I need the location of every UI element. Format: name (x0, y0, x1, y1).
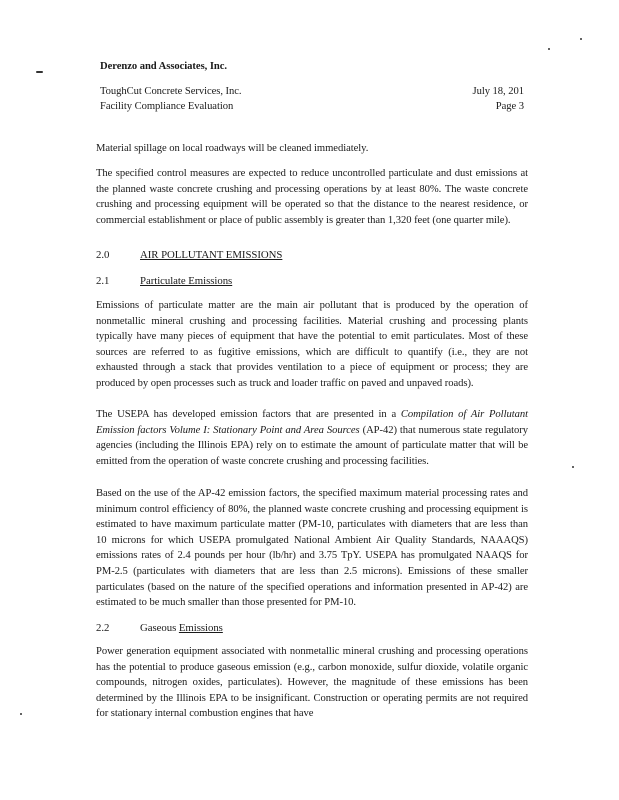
section-number: 2.0 (96, 249, 110, 261)
publication-title: Compilation of Air Pollutant Emission factors Volume I: Stationary Point and Area Sources (96, 409, 528, 436)
intro-paragraph-1: Material spillage on local roadways will be cleaned immediately. (96, 143, 369, 154)
scan-speck (572, 466, 574, 468)
page-number: Page 3 (495, 101, 524, 112)
header-right (473, 84, 525, 114)
section-title: AIR POLLUTANT EMISSIONS (140, 249, 283, 261)
gaseous-paragraph-1: Power generation equipment associated with nonmetallic mineral crushing and processing operations has the potential to produce gaseous emission (e.g., carbon monoxide, sulfur dioxide, volatile organic compounds, nitrogen oxides, particulates). However, the magnitude of these emissions has been determined by the Illinois EPA to be insignificant. Construction or operating permits are not required for stationary internal combustion engines that have (96, 646, 528, 720)
section-title (140, 621, 223, 637)
scan-speck (580, 38, 582, 40)
header-left (100, 84, 242, 114)
section-number: 2.1 (96, 275, 110, 287)
report-date: July 18, 201 (472, 86, 524, 97)
scan-speck (548, 48, 550, 50)
company-name: Derenzo and Associates, Inc. (100, 61, 227, 72)
text-run: (AP-42) that numerous state regulatory agencies (including the Illinois EPA) rely on to estimate the amount of particulate matter that will be emitted from the operation of waste concrete crushing and processing facilities. (96, 424, 529, 467)
section-title: Particulate Emissions (140, 275, 233, 287)
report-title: Facility Compliance Evaluation (100, 101, 234, 112)
scan-speck (36, 71, 43, 73)
particulate-paragraph-1: Emissions of particulate matter are the main air pollutant that is produced by the operation of nonmetallic mineral crushing and processing facilities. Material crushing and processing plants typically have many pieces of equipment that have the potential to emit particulates. Most of these sources are referred to as fugitive emissions, which are difficult to quantify (i.e., they are not exhausted through a stack that provides ventilation to a piece of equipment or process; they are produced by open processes such as truck and loader traffic on paved and unpaved roads). (96, 300, 528, 389)
particulate-paragraph-2 (96, 407, 528, 469)
text-run: The USEPA has developed emission factors that are presented in a (96, 409, 401, 420)
title-part-underlined: Emissions (178, 622, 223, 634)
client-name: ToughCut Concrete Services, Inc. (100, 86, 242, 97)
intro-paragraph-2: The specified control measures are expected to reduce uncontrolled particulate and dust emissions at the planned waste concrete crushing and processing operations by at least 80%. The waste concrete crushing and processing equipment will be operated so that the distance to the nearest residence, or commercial establishment or place of public assembly is greater than 1,320 feet (one quarter mile). (96, 168, 528, 226)
scan-speck (20, 713, 22, 715)
title-part: Gaseous (140, 622, 179, 634)
section-number: 2.2 (96, 622, 110, 634)
particulate-paragraph-3: Based on the use of the AP-42 emission factors, the specified maximum material processing rates and minimum control efficiency of 80%, the planned waste concrete crushing and processing equipment is estimated to have maximum particulate matter (PM-10, particulates with diameters that are less than 10 microns for which USEPA promulgated National Ambient Air Quality Standards, NAAAQS) emissions rates of 2.4 pounds per hour (lb/hr) and 3.75 TpY. USEPA has promulgated NAAQS for PM-2.5 (particulates with diameters that are less than 2.5 microns). Emissions of these smaller particulates (based on the nature of the specified operations and information presented in AP-42) are estimated to be much smaller than those presented for PM-10. (96, 488, 528, 609)
